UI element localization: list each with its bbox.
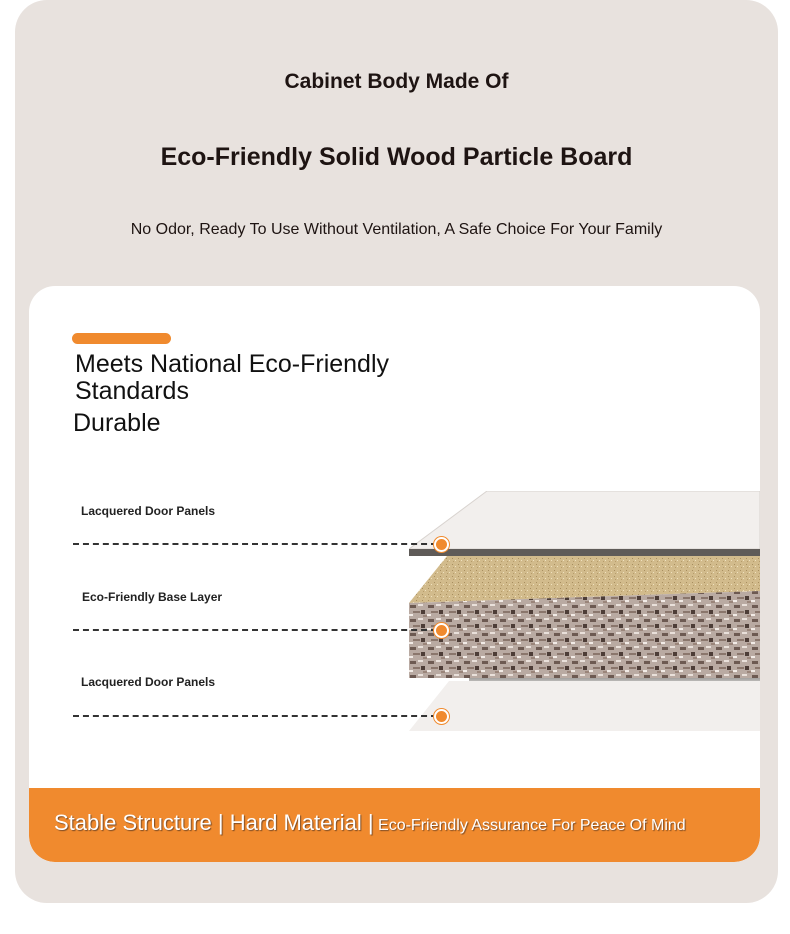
leader-line-top	[73, 543, 437, 545]
layer-label-top: Lacquered Door Panels	[81, 504, 216, 518]
card-title: Meets National Eco-Friendly Standards	[75, 350, 390, 405]
feature-card	[29, 286, 760, 862]
layer-label-middle: Eco-Friendly Base Layer	[82, 590, 223, 604]
footer-text-main: Stable Structure | Hard Material |	[54, 810, 374, 835]
footer-banner	[29, 788, 760, 862]
marker-dot-top	[434, 537, 449, 552]
marker-dot-bottom	[434, 709, 449, 724]
leader-line-middle	[73, 629, 437, 631]
particle-board-illustration	[409, 491, 760, 731]
marker-dot-middle	[434, 623, 449, 638]
card-subtitle: Durable	[73, 409, 161, 437]
layer-label-bottom: Lacquered Door Panels	[81, 675, 216, 689]
leader-line-bottom	[73, 715, 437, 717]
footer-text-end: Eco-Friendly Assurance For Peace Of Mind	[378, 817, 686, 834]
header-line-1: Cabinet Body Made Of	[284, 70, 509, 93]
header-title: Eco-Friendly Solid Wood Particle Board	[160, 143, 633, 171]
footer-text	[54, 810, 686, 836]
header-description: No Odor, Ready To Use Without Ventilation, A Safe Choice For Your Family	[130, 221, 663, 238]
accent-bar	[72, 333, 171, 344]
